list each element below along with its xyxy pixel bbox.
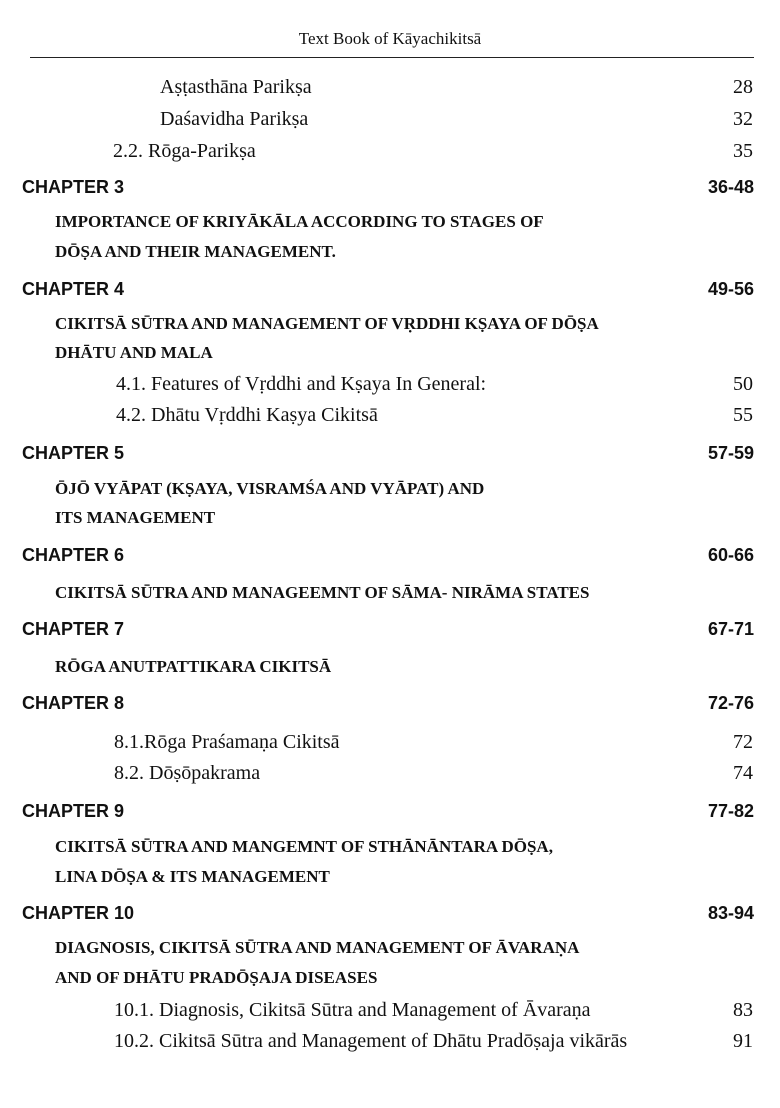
toc-entry-title: 4.2. Dhātu Vṛddhi Kaṣya Cikitsā (116, 404, 378, 426)
chapter-heading: ŌJŌ VYĀPAT (KṢAYA, VISRAMŚA AND VYĀPAT) AND (55, 479, 485, 498)
chapter-label: CHAPTER 9 (22, 801, 125, 821)
chapter-label: CHAPTER 4 (22, 279, 125, 299)
toc-entry-page: 83 (733, 999, 753, 1021)
toc-entry-page: 32 (733, 108, 753, 130)
toc-entry-page: 35 (733, 140, 753, 162)
running-header: Text Book of Kāyachikitsā (298, 29, 482, 48)
chapter-pages: 36-48 (707, 177, 754, 197)
chapter-heading: AND OF DHĀTU PRADŌṢAJA DISEASES (55, 968, 378, 987)
chapter-heading: DŌṢA AND THEIR MANAGEMENT. (55, 242, 336, 261)
chapter-heading: CIKITSĀ SŪTRA AND MANAGEMENT OF VṚDDHI KṢAYA OF DŌṢA (55, 314, 599, 333)
chapter-heading: DIAGNOSIS, CIKITSĀ SŪTRA AND MANAGEMENT OF ĀVARAṆA (55, 938, 580, 957)
chapter-heading: CIKITSĀ SŪTRA AND MANGEMNT OF STHĀNĀNTARA DŌṢA, (55, 837, 553, 856)
toc-entry-page: 50 (733, 373, 753, 395)
chapter-label: CHAPTER 5 (22, 443, 125, 463)
toc-entry-title: 8.2. Dōṣōpakrama (114, 762, 261, 784)
chapter-pages: 77-82 (707, 801, 754, 821)
chapter-pages: 60-66 (707, 545, 754, 565)
chapter-heading: LINA DŌṢA & ITS MANAGEMENT (55, 867, 330, 886)
chapter-label: CHAPTER 3 (22, 177, 125, 197)
chapter-pages: 83-94 (707, 903, 754, 923)
chapter-heading: ITS MANAGEMENT (55, 508, 216, 527)
chapter-heading: IMPORTANCE OF KRIYĀKĀLA ACCORDING TO STAGES OF (55, 212, 544, 231)
chapter-label: CHAPTER 10 (22, 903, 135, 923)
toc-entry-page: 55 (733, 404, 753, 426)
chapter-pages: 49-56 (707, 279, 754, 299)
chapter-heading: DHĀTU AND MALA (55, 343, 213, 362)
chapter-pages: 72-76 (707, 693, 754, 713)
toc-entry-title: 8.1.Rōga Praśamaṇa Cikitsā (114, 731, 340, 753)
chapter-pages: 67-71 (707, 619, 754, 639)
toc-entry-title: 2.2. Rōga-Parikṣa (113, 140, 256, 162)
toc-entry-page: 91 (733, 1030, 753, 1052)
toc-entry-page: 28 (733, 76, 753, 98)
chapter-heading: RŌGA ANUTPATTIKARA CIKITSĀ (55, 657, 332, 676)
toc-entry-page: 72 (733, 731, 753, 753)
toc-entry-title: 4.1. Features of Vṛddhi and Kṣaya In General: (116, 373, 487, 395)
chapter-label: CHAPTER 7 (22, 619, 125, 639)
chapter-heading: CIKITSĀ SŪTRA AND MANAGEEMNT OF SĀMA- NIRĀMA STATES (55, 583, 590, 602)
toc-entry-title: 10.2. Cikitsā Sūtra and Management of Dhātu Pradōṣaja vikārās (114, 1030, 628, 1052)
toc-entry-title: 10.1. Diagnosis, Cikitsā Sūtra and Management of Āvaraṇa (114, 999, 591, 1021)
toc-entry-title: Aṣṭasthāna Parikṣa (160, 76, 312, 98)
chapter-pages: 57-59 (707, 443, 754, 463)
toc-entry-page: 74 (733, 762, 753, 784)
toc-entry-title: Daśavidha Parikṣa (160, 108, 309, 130)
header-rule (30, 57, 754, 58)
chapter-label: CHAPTER 8 (22, 693, 125, 713)
chapter-label: CHAPTER 6 (22, 545, 125, 565)
